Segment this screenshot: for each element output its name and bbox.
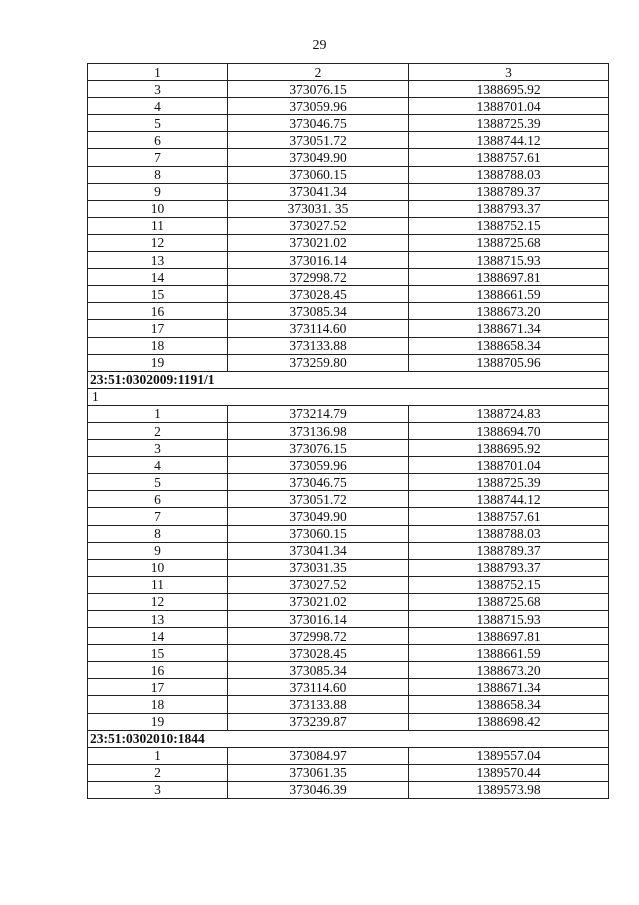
x-coordinate-cell: 373027.52 — [228, 576, 409, 593]
y-coordinate-cell: 1388673.20 — [409, 662, 609, 679]
table-row — [88, 491, 609, 508]
x-coordinate-cell: 373031. 35 — [228, 200, 409, 217]
x-coordinate-cell: 373021.02 — [228, 234, 409, 251]
y-coordinate-cell: 1388744.12 — [409, 132, 609, 149]
y-coordinate-cell: 1388671.34 — [409, 320, 609, 337]
x-coordinate-cell: 372998.72 — [228, 269, 409, 286]
x-coordinate-cell: 373016.14 — [228, 611, 409, 628]
x-coordinate-cell: 373028.45 — [228, 645, 409, 662]
y-coordinate-cell: 1388793.37 — [409, 559, 609, 576]
x-coordinate-cell: 373133.88 — [228, 696, 409, 713]
cadastral-number-row — [88, 730, 609, 747]
table-row — [88, 286, 609, 303]
point-number-cell: 2 — [88, 764, 228, 781]
point-number-cell: 12 — [88, 593, 228, 610]
x-coordinate-cell: 373061.35 — [228, 764, 409, 781]
table-row — [88, 645, 609, 662]
x-coordinate-cell: 372998.72 — [228, 628, 409, 645]
x-coordinate-cell: 373114.60 — [228, 320, 409, 337]
point-number-cell: 1 — [88, 747, 228, 764]
point-number-cell: 18 — [88, 337, 228, 354]
point-number-cell: 1 — [88, 405, 228, 422]
x-coordinate-cell: 373214.79 — [228, 405, 409, 422]
x-coordinate-cell: 373133.88 — [228, 337, 409, 354]
y-coordinate-cell: 1389557.04 — [409, 747, 609, 764]
point-number-cell: 14 — [88, 269, 228, 286]
y-coordinate-cell: 1388715.93 — [409, 611, 609, 628]
x-coordinate-cell: 373051.72 — [228, 132, 409, 149]
point-number-cell: 6 — [88, 132, 228, 149]
x-coordinate-cell: 373114.60 — [228, 679, 409, 696]
x-coordinate-cell: 373031.35 — [228, 559, 409, 576]
x-coordinate-cell: 373085.34 — [228, 303, 409, 320]
x-coordinate-cell: 373060.15 — [228, 525, 409, 542]
point-number-cell: 4 — [88, 98, 228, 115]
y-coordinate-cell: 1388757.61 — [409, 508, 609, 525]
y-coordinate-cell: 1388752.15 — [409, 576, 609, 593]
table-row — [88, 217, 609, 234]
table-header-row — [88, 64, 609, 81]
point-number-cell: 15 — [88, 645, 228, 662]
table-row — [88, 713, 609, 730]
point-number-cell: 10 — [88, 559, 228, 576]
point-number-cell: 16 — [88, 662, 228, 679]
y-coordinate-cell: 1388695.92 — [409, 81, 609, 98]
y-coordinate-cell: 1388793.37 — [409, 200, 609, 217]
point-number-cell: 7 — [88, 508, 228, 525]
y-coordinate-cell: 1388661.59 — [409, 645, 609, 662]
table-row — [88, 337, 609, 354]
y-coordinate-cell: 1388757.61 — [409, 149, 609, 166]
x-coordinate-cell: 373016.14 — [228, 252, 409, 269]
table-row — [88, 559, 609, 576]
table-row — [88, 269, 609, 286]
y-coordinate-cell: 1388697.81 — [409, 269, 609, 286]
y-coordinate-cell: 1388661.59 — [409, 286, 609, 303]
table-row — [88, 166, 609, 183]
table-row — [88, 422, 609, 439]
point-number-cell: 5 — [88, 474, 228, 491]
y-coordinate-cell: 1388725.39 — [409, 474, 609, 491]
table-row — [88, 764, 609, 781]
table-row — [88, 747, 609, 764]
x-coordinate-cell: 373041.34 — [228, 183, 409, 200]
point-number-cell: 8 — [88, 525, 228, 542]
table-row — [88, 576, 609, 593]
y-coordinate-cell: 1388788.03 — [409, 166, 609, 183]
table-row — [88, 132, 609, 149]
cadastral-number-row — [88, 371, 609, 388]
x-coordinate-cell: 373085.34 — [228, 662, 409, 679]
point-number-cell: 3 — [88, 81, 228, 98]
point-number-cell: 19 — [88, 713, 228, 730]
point-number-cell: 9 — [88, 183, 228, 200]
cadastral-number: 23:51:0302010:1844 — [88, 730, 609, 747]
y-coordinate-cell: 1388744.12 — [409, 491, 609, 508]
coordinates-table-body — [88, 64, 609, 799]
page-number: 29 — [312, 38, 327, 53]
table-row — [88, 781, 609, 798]
point-number-cell: 3 — [88, 781, 228, 798]
x-coordinate-cell: 373084.97 — [228, 747, 409, 764]
point-number-cell: 16 — [88, 303, 228, 320]
y-coordinate-cell: 1389573.98 — [409, 781, 609, 798]
y-coordinate-cell: 1388725.68 — [409, 593, 609, 610]
point-number-cell: 8 — [88, 166, 228, 183]
y-coordinate-cell: 1388658.34 — [409, 696, 609, 713]
y-coordinate-cell: 1388725.39 — [409, 115, 609, 132]
cadastral-number: 23:51:0302009:1191/1 — [88, 371, 609, 388]
y-coordinate-cell: 1388701.04 — [409, 457, 609, 474]
table-row — [88, 457, 609, 474]
point-number-cell: 14 — [88, 628, 228, 645]
point-number-cell: 11 — [88, 576, 228, 593]
column-header-y: 3 — [409, 64, 609, 81]
y-coordinate-cell: 1388788.03 — [409, 525, 609, 542]
x-coordinate-cell: 373059.96 — [228, 457, 409, 474]
x-coordinate-cell: 373259.80 — [228, 354, 409, 371]
point-number-cell: 5 — [88, 115, 228, 132]
x-coordinate-cell: 373076.15 — [228, 81, 409, 98]
point-number-cell: 12 — [88, 234, 228, 251]
y-coordinate-cell: 1388789.37 — [409, 542, 609, 559]
point-number-cell: 6 — [88, 491, 228, 508]
table-row — [88, 696, 609, 713]
contour-number-row — [88, 388, 609, 405]
table-row — [88, 542, 609, 559]
contour-number: 1 — [88, 388, 609, 405]
table-row — [88, 81, 609, 98]
table-row — [88, 234, 609, 251]
point-number-cell: 15 — [88, 286, 228, 303]
point-number-cell: 13 — [88, 252, 228, 269]
point-number-cell: 10 — [88, 200, 228, 217]
table-row — [88, 252, 609, 269]
table-row — [88, 525, 609, 542]
x-coordinate-cell: 373059.96 — [228, 98, 409, 115]
x-coordinate-cell: 373060.15 — [228, 166, 409, 183]
x-coordinate-cell: 373021.02 — [228, 593, 409, 610]
table-row — [88, 115, 609, 132]
point-number-cell: 17 — [88, 320, 228, 337]
x-coordinate-cell: 373051.72 — [228, 491, 409, 508]
x-coordinate-cell: 373136.98 — [228, 422, 409, 439]
table-row — [88, 628, 609, 645]
y-coordinate-cell: 1388698.42 — [409, 713, 609, 730]
point-number-cell: 11 — [88, 217, 228, 234]
table-row — [88, 474, 609, 491]
y-coordinate-cell: 1388673.20 — [409, 303, 609, 320]
y-coordinate-cell: 1388658.34 — [409, 337, 609, 354]
coordinates-table — [87, 63, 609, 799]
y-coordinate-cell: 1388695.92 — [409, 440, 609, 457]
table-row — [88, 662, 609, 679]
table-row — [88, 183, 609, 200]
column-header-x: 2 — [228, 64, 409, 81]
y-coordinate-cell: 1389570.44 — [409, 764, 609, 781]
y-coordinate-cell: 1388701.04 — [409, 98, 609, 115]
point-number-cell: 7 — [88, 149, 228, 166]
y-coordinate-cell: 1388671.34 — [409, 679, 609, 696]
y-coordinate-cell: 1388694.70 — [409, 422, 609, 439]
table-row — [88, 354, 609, 371]
x-coordinate-cell: 373239.87 — [228, 713, 409, 730]
point-number-cell: 9 — [88, 542, 228, 559]
table-row — [88, 593, 609, 610]
x-coordinate-cell: 373046.75 — [228, 474, 409, 491]
x-coordinate-cell: 373027.52 — [228, 217, 409, 234]
table-row — [88, 405, 609, 422]
point-number-cell: 18 — [88, 696, 228, 713]
y-coordinate-cell: 1388752.15 — [409, 217, 609, 234]
y-coordinate-cell: 1388705.96 — [409, 354, 609, 371]
table-row — [88, 149, 609, 166]
x-coordinate-cell: 373041.34 — [228, 542, 409, 559]
x-coordinate-cell: 373028.45 — [228, 286, 409, 303]
y-coordinate-cell: 1388724.83 — [409, 405, 609, 422]
x-coordinate-cell: 373076.15 — [228, 440, 409, 457]
x-coordinate-cell: 373049.90 — [228, 149, 409, 166]
y-coordinate-cell: 1388725.68 — [409, 234, 609, 251]
point-number-cell: 17 — [88, 679, 228, 696]
table-row — [88, 200, 609, 217]
y-coordinate-cell: 1388715.93 — [409, 252, 609, 269]
y-coordinate-cell: 1388697.81 — [409, 628, 609, 645]
point-number-cell: 13 — [88, 611, 228, 628]
point-number-cell: 19 — [88, 354, 228, 371]
point-number-cell: 3 — [88, 440, 228, 457]
column-header-point: 1 — [88, 64, 228, 81]
x-coordinate-cell: 373046.39 — [228, 781, 409, 798]
x-coordinate-cell: 373049.90 — [228, 508, 409, 525]
table-row — [88, 508, 609, 525]
table-row — [88, 611, 609, 628]
table-row — [88, 320, 609, 337]
x-coordinate-cell: 373046.75 — [228, 115, 409, 132]
table-row — [88, 679, 609, 696]
table-row — [88, 440, 609, 457]
y-coordinate-cell: 1388789.37 — [409, 183, 609, 200]
point-number-cell: 2 — [88, 422, 228, 439]
table-row — [88, 303, 609, 320]
table-row — [88, 98, 609, 115]
point-number-cell: 4 — [88, 457, 228, 474]
